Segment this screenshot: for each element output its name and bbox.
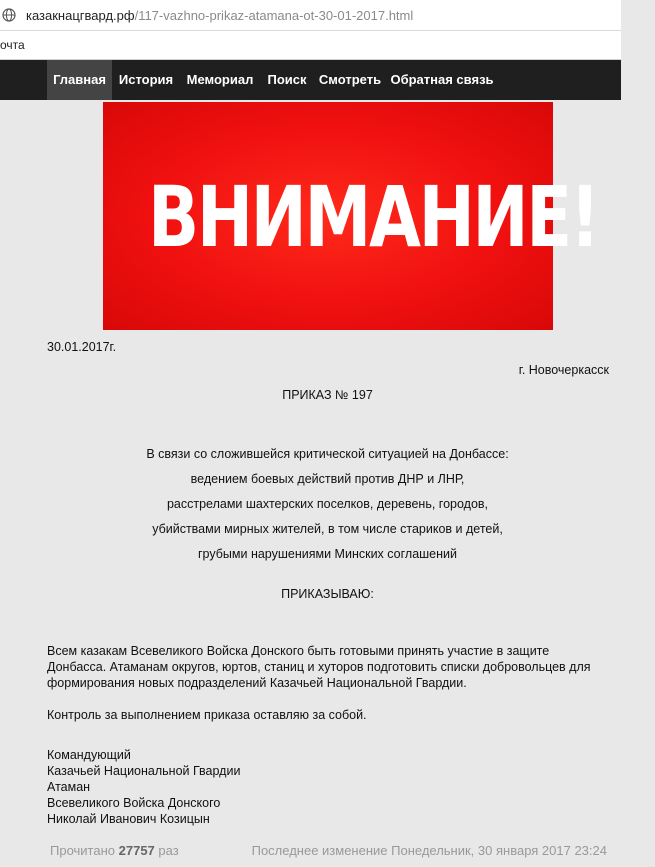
preamble-line: В связи со сложившейся критической ситуацией на Донбассе: xyxy=(146,447,509,461)
read-prefix: Прочитано xyxy=(50,843,115,858)
signature-line: Николай Иванович Козицын xyxy=(47,812,210,826)
body-line: формирования новых подразделений Казачьей Национальной Гвардии. xyxy=(47,676,467,690)
control-line: Контроль за выполнением приказа оставляю за собой. xyxy=(47,708,367,722)
signature-line: Командующий xyxy=(47,748,131,762)
address-bar[interactable] xyxy=(0,0,621,31)
signature-line: Всевеликого Войска Донского xyxy=(47,796,221,810)
preamble-line: убийствами мирных жителей, в том числе стариков и детей, xyxy=(152,522,503,536)
nav-feedback[interactable]: Обратная связь xyxy=(390,72,494,87)
nav-watch[interactable]: Смотреть xyxy=(318,72,382,87)
article-city: г. Новочеркасск xyxy=(518,363,609,377)
signature-line: Казачьей Национальной Гвардии xyxy=(47,764,241,778)
nav-memorial[interactable]: Мемориал xyxy=(186,72,254,87)
nav-home[interactable]: Главная xyxy=(47,60,112,100)
attention-banner xyxy=(103,102,599,330)
body-line: Донбасса. Атаманам округов, юртов, станиц и хуторов подготовить списки добровольцев для xyxy=(47,660,591,674)
signature-line: Атаман xyxy=(47,780,91,794)
nav-history[interactable]: История xyxy=(118,72,174,87)
article-date: 30.01.2017г. xyxy=(47,340,117,354)
url-host: казакнацгвард.рф xyxy=(26,7,135,23)
body-line: Всем казакам Всевеликого Войска Донского быть готовыми принять участие в защите xyxy=(47,644,550,658)
main-nav xyxy=(0,60,621,100)
bookmarks-bar xyxy=(0,31,621,60)
globe-icon xyxy=(2,8,16,22)
nav-search[interactable]: Поиск xyxy=(267,72,307,87)
read-counter xyxy=(50,843,179,858)
preamble-line: ведением боевых действий против ДНР и ЛНР, xyxy=(190,472,465,486)
banner-text: ВНИМАНИЕ! xyxy=(148,168,599,266)
preamble-line: грубыми нарушениями Минских соглашений xyxy=(198,547,457,561)
preamble-line: расстрелами шахтерских поселков, деревень, городов, xyxy=(166,497,489,511)
read-suffix: раз xyxy=(158,843,179,858)
order-title: ПРИКАЗ № 197 xyxy=(282,388,373,402)
url-path: /117-vazhno-prikaz-atamana-ot-30-01-2017.html xyxy=(134,7,414,23)
last-modified: Последнее изменение Понедельник, 30 января 2017 23:24 xyxy=(251,843,607,858)
bookmark-item[interactable]: очта xyxy=(0,38,25,52)
order-heading: ПРИКАЗЫВАЮ: xyxy=(281,587,374,601)
read-count: 27757 xyxy=(118,843,155,858)
